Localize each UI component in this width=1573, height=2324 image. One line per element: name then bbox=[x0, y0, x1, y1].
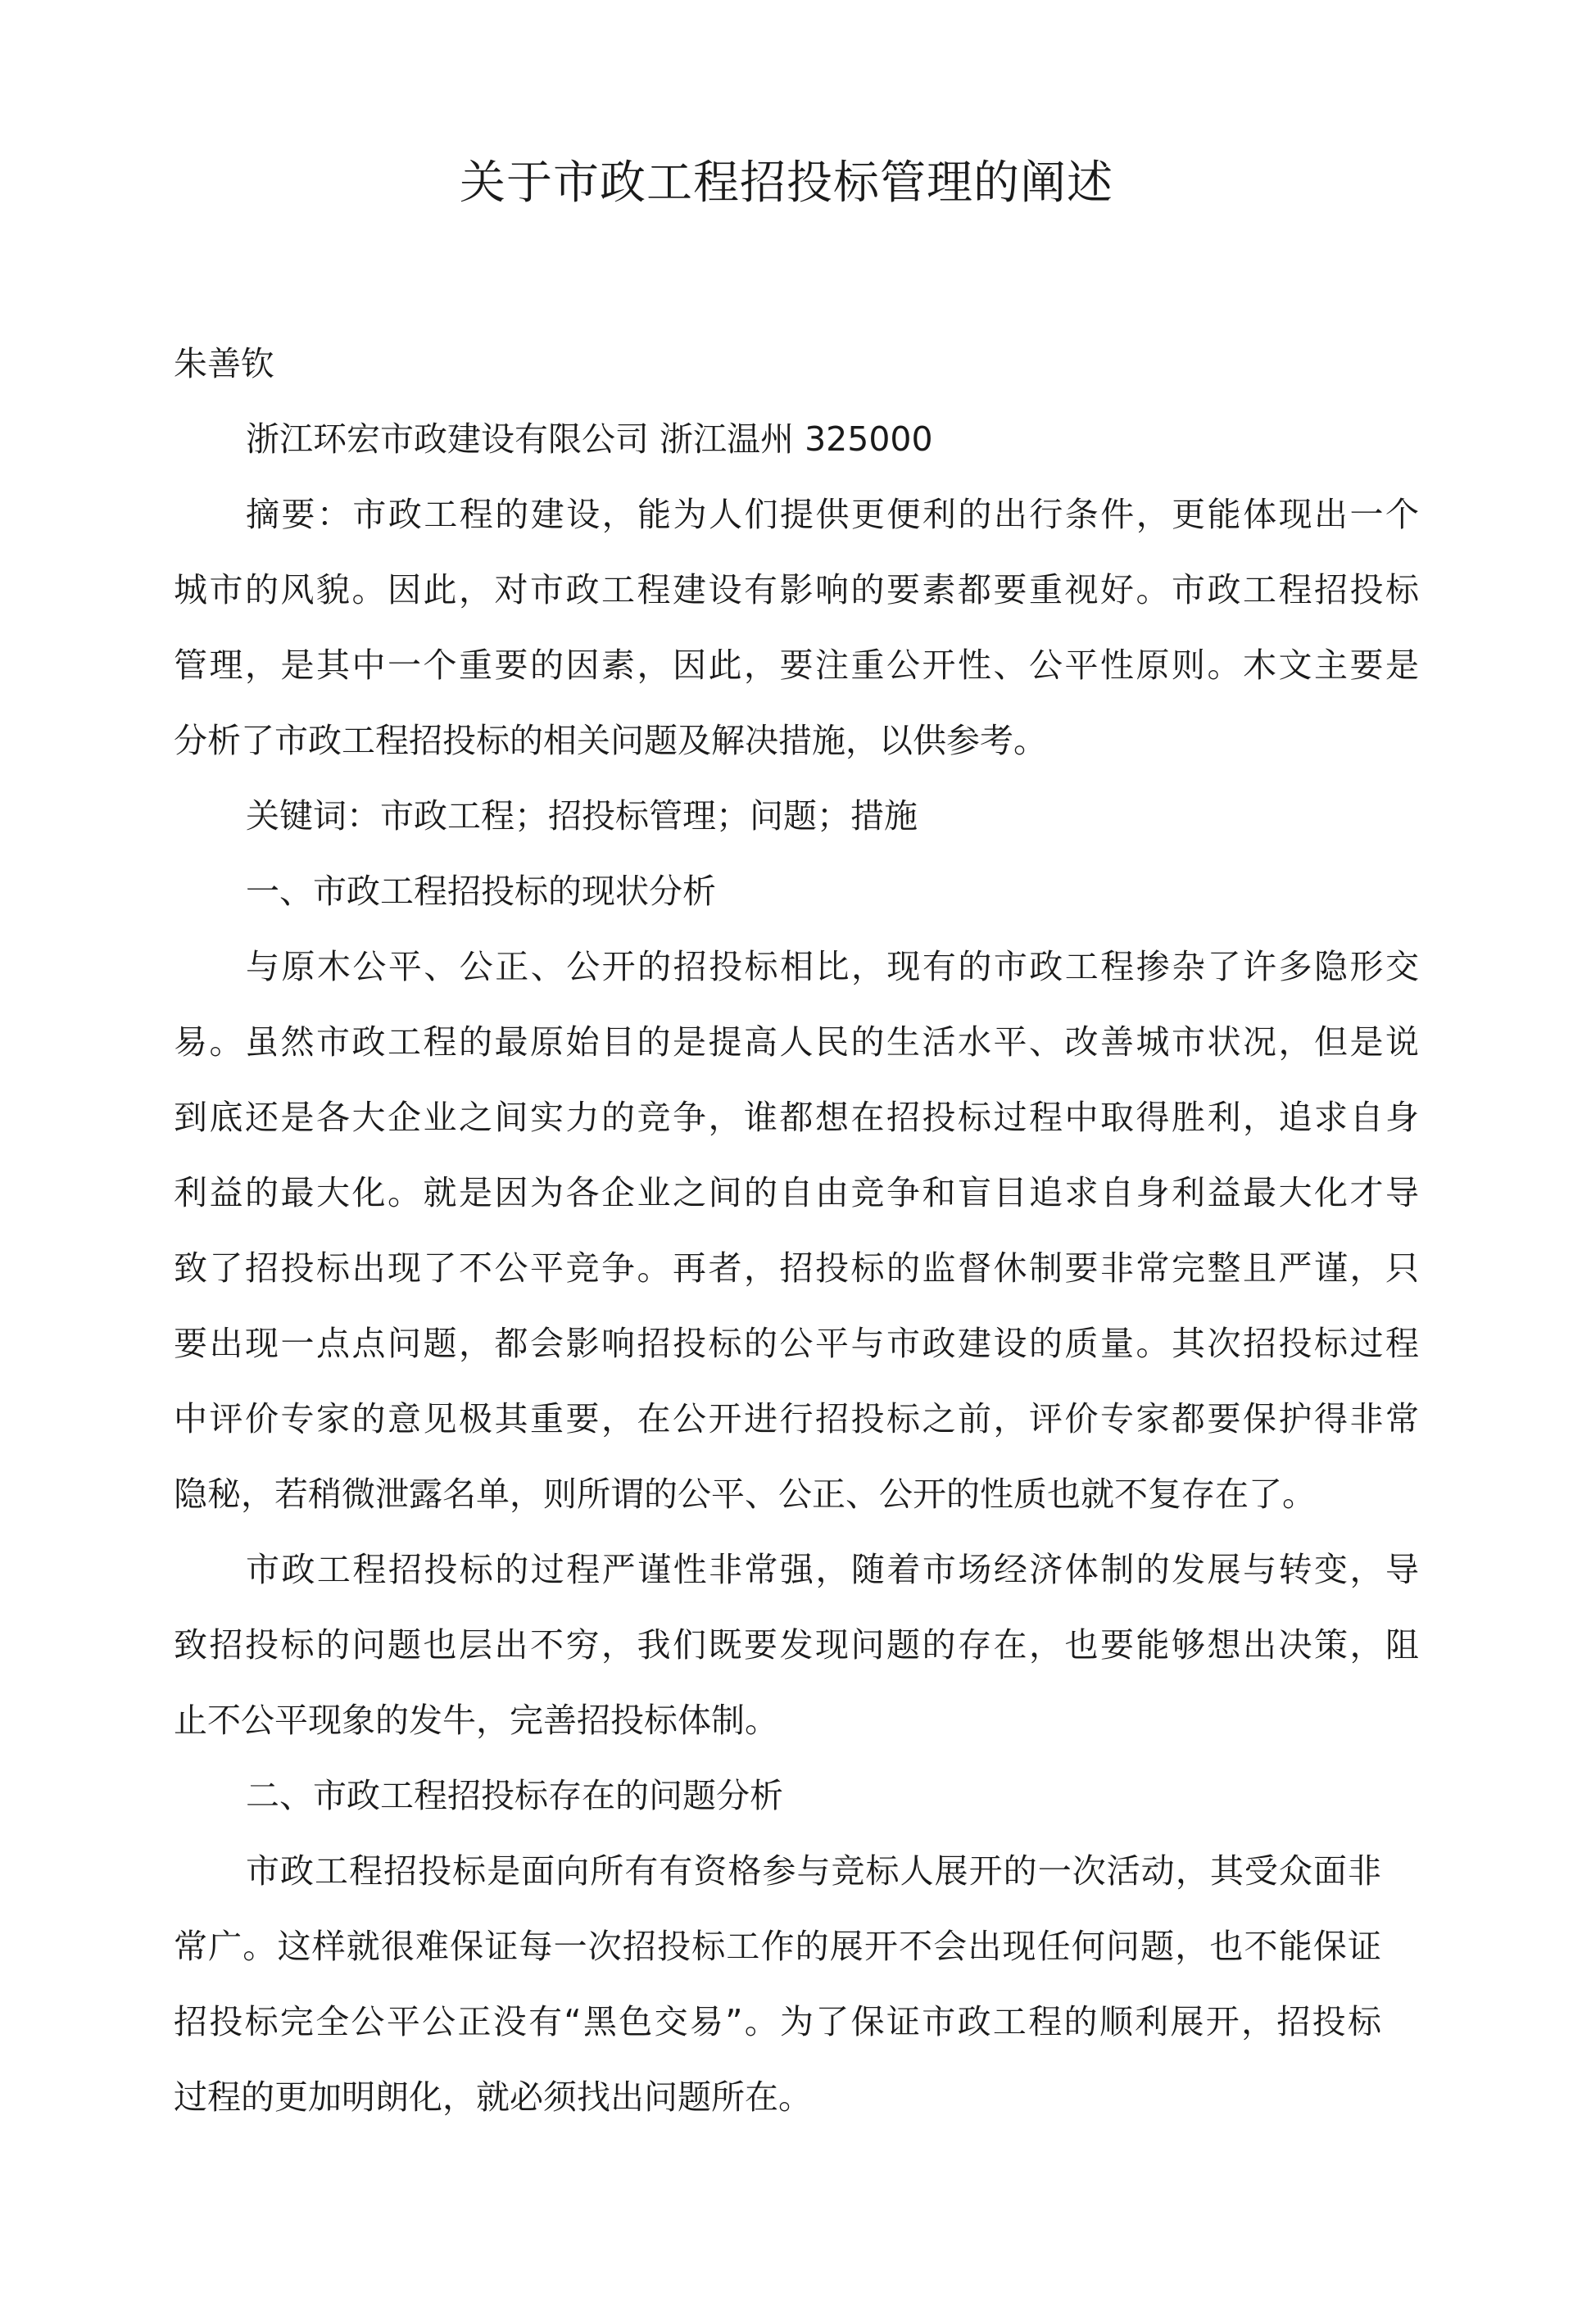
author-name: 朱善钦 bbox=[174, 344, 274, 383]
abstract-line: 分析了市政工程招投标的相关问题及解决措施，以供参考。 bbox=[174, 721, 1047, 760]
author-affiliation: 浙江环宏市政建设有限公司 浙江温州 325000 bbox=[246, 419, 933, 459]
abstract-line: 摘要：市政工程的建设，能为人们提供更便利的出行条件，更能体现出一个 bbox=[246, 495, 1419, 534]
abstract-line: 城市的风貌。因此，对市政工程建设有影响的要素都要重视好。市政工程招投标 bbox=[174, 570, 1419, 609]
abstract-line: 管理，是其中一个重要的因素，因此，要注重公开性、公平性原则。木文主要是 bbox=[174, 646, 1419, 685]
body-line: 与原木公平、公正、公开的招投标相比，现有的市政工程掺杂了许多隐形交 bbox=[246, 947, 1419, 986]
body-line: 过程的更加明朗化，就必须找出问题所在。 bbox=[174, 2077, 812, 2117]
section-heading-2: 二、市政工程招投标存在的问题分析 bbox=[246, 1776, 783, 1815]
body-line: 市政工程招投标的过程严谨性非常强，随着市场经济体制的发展与转变，导 bbox=[246, 1550, 1419, 1589]
body-line: 中评价专家的意见极其重要，在公开进行招投标之前，评价专家都要保护得非常 bbox=[174, 1399, 1419, 1438]
body-line: 到底还是各大企业之间实力的竞争，谁都想在招投标过程中取得胜利，追求自身 bbox=[174, 1098, 1419, 1137]
body-line: 利益的最大化。就是因为各企业之间的自由竞争和盲目追求自身利益最大化才导 bbox=[174, 1173, 1419, 1212]
body-line: 致招投标的问题也层出不穷，我们既要发现问题的存在，也要能够想出决策，阻 bbox=[174, 1625, 1419, 1665]
body-line: 易。虽然市政工程的最原始目的是提高人民的生活水平、改善城市状况，但是说 bbox=[174, 1022, 1419, 1062]
body-line: 常广。这样就很难保证每一次招投标工作的展开不会出现任何问题，也不能保证 bbox=[174, 1927, 1381, 1966]
document-title: 关于市政工程招投标管理的阐述 bbox=[460, 156, 1113, 210]
body-line: 致了招投标出现了不公平竞争。再者，招投标的监督休制要非常完整且严谨，只 bbox=[174, 1248, 1419, 1288]
body-line: 市政工程招投标是面向所有有资格参与竞标人展开的一次活动，其受众面非 bbox=[246, 1851, 1381, 1891]
body-line: 止不公平现象的发牛，完善招投标体制。 bbox=[174, 1701, 778, 1740]
body-line: 要出现一点点问题，都会影响招投标的公平与市政建设的质量。其次招投标过程 bbox=[174, 1324, 1419, 1363]
body-line: 招投标完全公平公正没有“黑色交易”。为了保证市政工程的顺利展开，招投标 bbox=[174, 2002, 1381, 2041]
body-line: 隐秘，若稍微泄露名单，则所谓的公平、公正、公开的性质也就不复存在了。 bbox=[174, 1475, 1316, 1514]
section-heading-1: 一、市政工程招投标的现状分析 bbox=[246, 872, 716, 911]
keywords-line: 关键词：市政工程；招投标管理；问题；措施 bbox=[246, 796, 918, 836]
